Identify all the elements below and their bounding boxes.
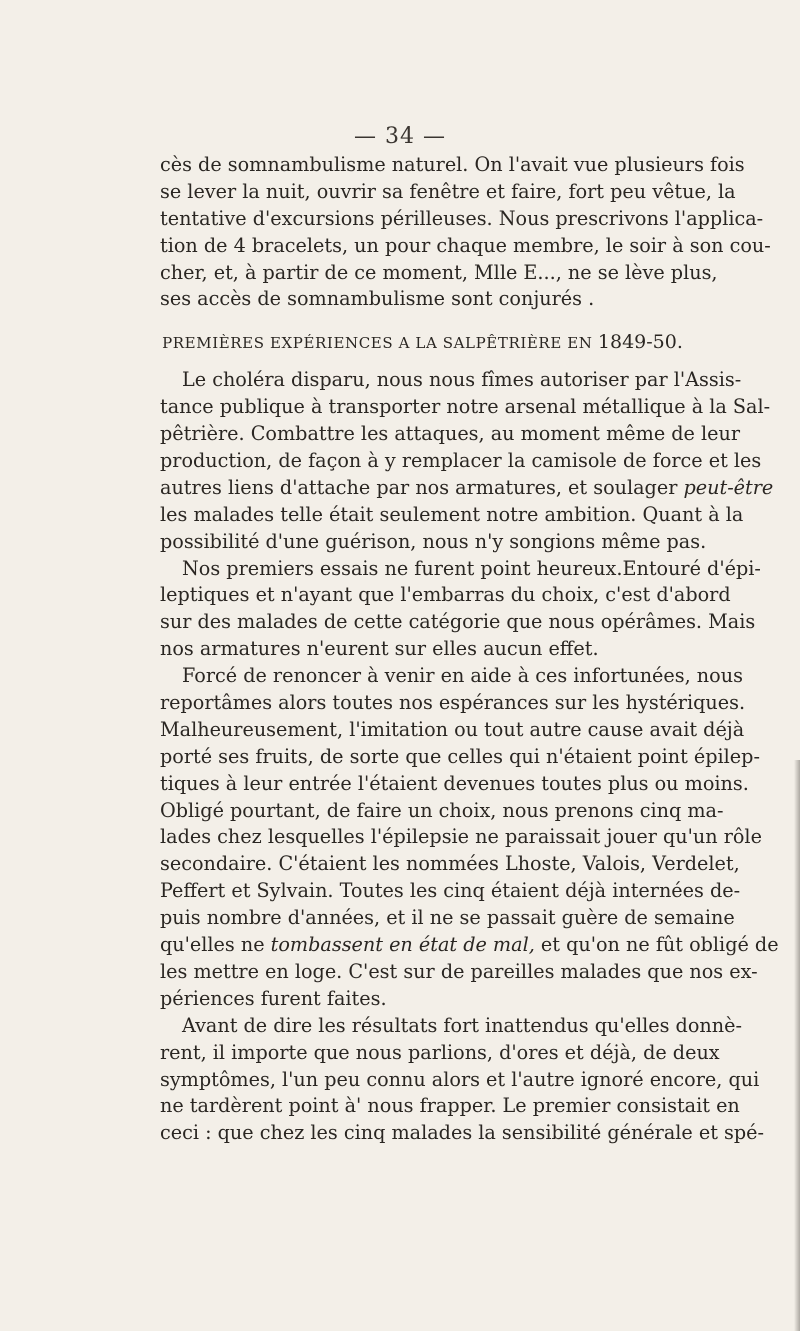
text-line: Nos premiers essais ne furent point heureux.Entouré d'épi-: [182, 556, 761, 580]
text-line: Le choléra disparu, nous nous fîmes autoriser par l'Assis-: [182, 368, 742, 392]
text-line-with-italic: [160, 475, 774, 502]
page-edge-shadow: [794, 760, 800, 1331]
text-line: lades chez lesquelles l'épilepsie ne paraissait jouer qu'un rôle: [160, 825, 762, 849]
paragraph-1: [160, 367, 774, 555]
text-line: cès de somnambulisme naturel. On l'avait vue plusieurs fois: [160, 153, 745, 176]
text-line: secondaire. C'étaient les nommées Lhoste, Valois, Verdelet,: [160, 852, 740, 876]
text-line: porté ses fruits, de sorte que celles qui n'étaient point épilep-: [160, 744, 760, 768]
paragraph-intro: [160, 152, 771, 313]
text-line: Malheureusement, l'imitation ou tout autre cause avait déjà: [160, 717, 745, 741]
text-segment: autres liens d'attache par nos armatures, et soulager: [160, 475, 678, 499]
text-line: tiques à leur entrée l'étaient devenues toutes plus ou moins.: [160, 771, 749, 795]
text-line: tion de 4 bracelets, un pour chaque membre, le soir à son cou-: [160, 233, 771, 257]
paragraph-2: [160, 556, 761, 664]
text-line: symptômes, l'un peu connu alors et l'autre ignoré encore, qui: [160, 1067, 760, 1091]
text-line: production, de façon à y remplacer la camisole de force et les: [160, 449, 762, 473]
text-line: sur des malades de cette catégorie que nous opérâmes. Mais: [160, 610, 756, 634]
text-line: les mettre en loge. C'est sur de pareilles malades que nos ex-: [160, 959, 758, 983]
text-line: Obligé pourtant, de faire un choix, nous prenons cinq ma-: [160, 798, 724, 822]
text-line: nos armatures n'eurent sur elles aucun effet.: [160, 637, 599, 661]
paragraph-3: [160, 663, 779, 1013]
text-line: ne tardèrent point à' nous frapper. Le premier consistait en: [160, 1094, 740, 1118]
text-line: ses accès de somnambulisme sont conjurés .: [160, 287, 595, 311]
text-line: ceci : que chez les cinq malades la sensibilité générale et spé-: [160, 1121, 765, 1145]
section-heading-text: PREMIÈRES EXPÉRIENCES A LA SALPÊTRIÈRE EN: [162, 334, 593, 353]
text-line: Forcé de renoncer à venir en aide à ces infortunées, nous: [182, 664, 743, 688]
italic-text: peut-être: [683, 475, 774, 499]
text-line: les malades telle était seulement notre ambition. Quant à la: [160, 502, 744, 526]
text-line: tentative d'excursions périlleuses. Nous prescrivons l'applica-: [160, 206, 764, 230]
text-line: tance publique à transporter notre arsenal métallique à la Sal-: [160, 395, 771, 419]
text-line: possibilité d'une guérison, nous n'y songions même pas.: [160, 529, 707, 553]
text-segment: et qu'on ne fût obligé de: [540, 933, 779, 957]
text-line: rent, il importe que nous parlions, d'ores et déjà, de deux: [160, 1040, 720, 1064]
text-line: reportâmes alors toutes nos espérances sur les hystériques.: [160, 691, 746, 715]
section-heading: [160, 329, 685, 355]
text-segment: qu'elles ne: [160, 933, 265, 957]
paragraph-4: [160, 1013, 765, 1147]
text-line: cher, et, à partir de ce moment, Mlle E..., ne se lève plus,: [160, 260, 718, 284]
text-line: puis nombre d'années, et il ne se passait guère de semaine: [160, 906, 735, 930]
text-line-with-italic: [160, 932, 779, 959]
italic-text: tombassent en état de mal,: [270, 933, 535, 957]
text-line: se lever la nuit, ouvrir sa fenêtre et faire, fort peu vêtue, la: [160, 179, 736, 203]
page-number: — 34 —: [354, 124, 446, 149]
section-heading-years: 1849-50.: [597, 331, 683, 354]
body-text: [160, 152, 779, 1147]
text-line: Peffert et Sylvain. Toutes les cinq étaient déjà internées de-: [160, 879, 741, 903]
text-line: leptiques et n'ayant que l'embarras du choix, c'est d'abord: [160, 583, 731, 607]
text-line: pêtrière. Combattre les attaques, au moment même de leur: [160, 422, 741, 446]
text-line: Avant de dire les résultats fort inattendus qu'elles donnè-: [182, 1013, 742, 1037]
text-line: périences furent faites.: [160, 986, 387, 1010]
